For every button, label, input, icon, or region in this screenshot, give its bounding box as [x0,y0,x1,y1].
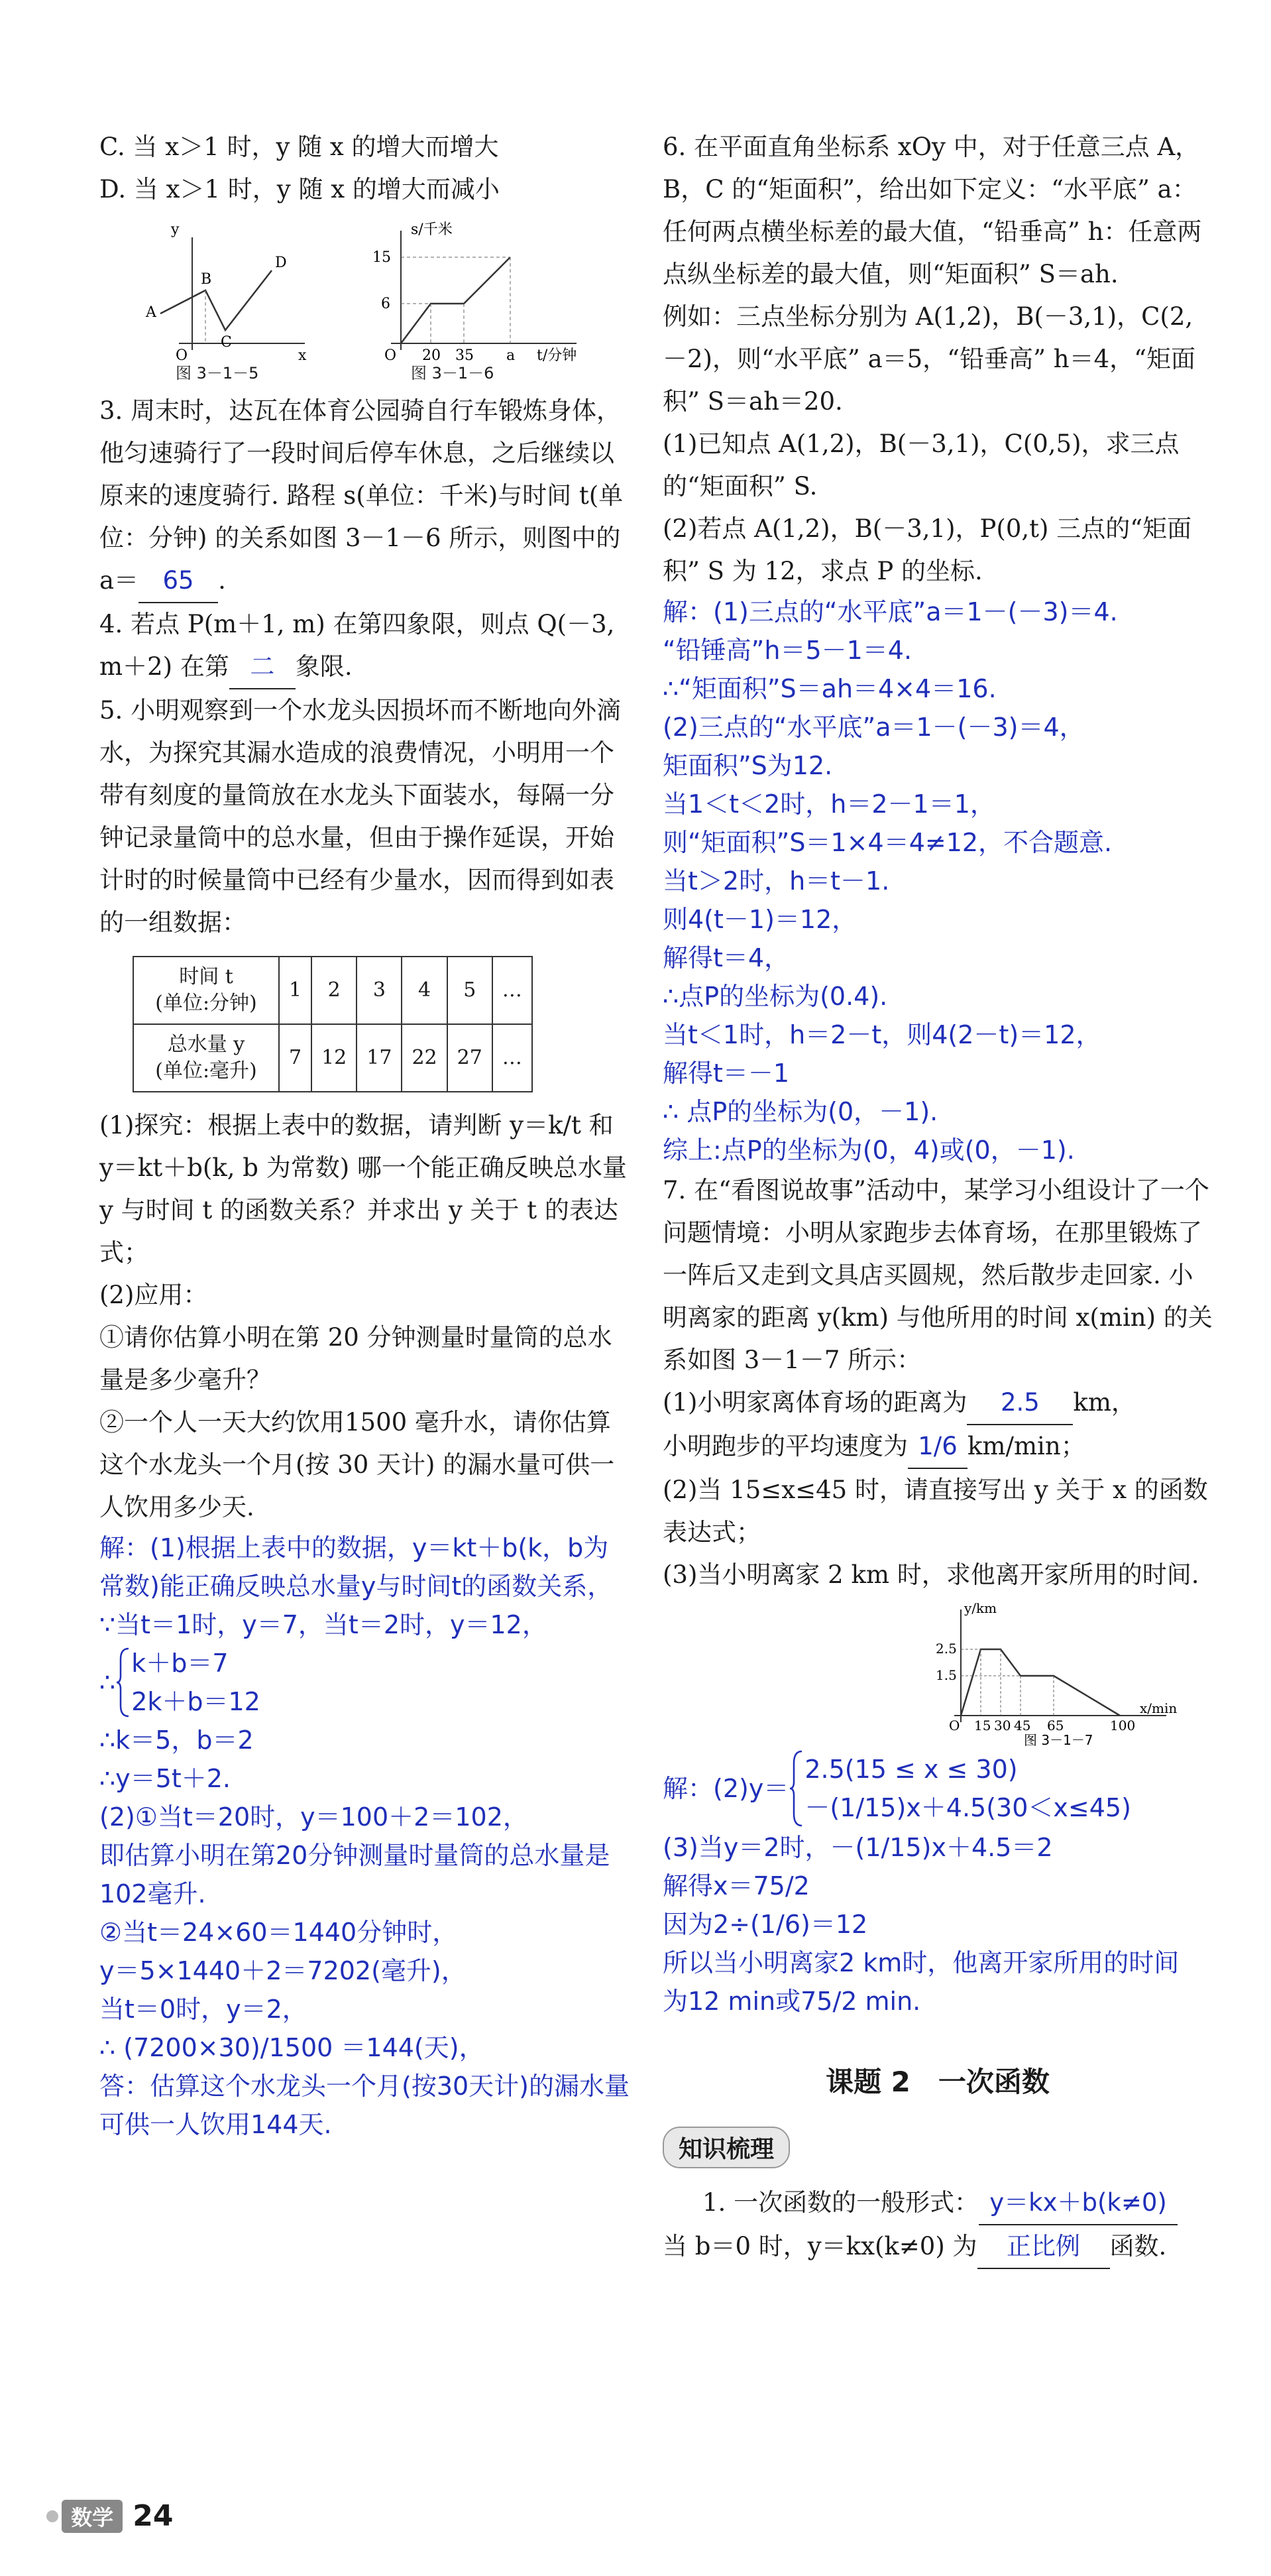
knowledge-badge-row [663,2127,1213,2168]
svg-text:y/km: y/km [964,1600,997,1616]
question-5-part-1: (1)探究：根据上表中的数据，请判断 y＝k/t 和 y＝kt＋b(k, b 为常数) 哪一个能正确反映总水量 y 与时间 t 的函数关系？并求出 y 关于 t 的表达式； [99,1111,627,1267]
table-cell: … [492,1024,532,1092]
section-title: 课题 2 一次函数 [826,2066,1050,2098]
table-cell: 22 [402,1024,447,1092]
solution-line: 则4(t－1)＝12， [663,905,857,934]
solution-line: 答：估算这个水龙头一个月(按30天计)的漏水量可供一人饮用144天. [99,2072,630,2139]
left-column [99,126,630,2144]
table-cell: 12 [311,1024,357,1092]
figure-3-1-5 [145,221,307,364]
svg-text:B: B [201,271,212,288]
solution-line: 解：(2)y＝ [663,1774,789,1803]
svg-text:图 3－1－7: 图 3－1－7 [1024,1732,1093,1748]
svg-text:y: y [171,221,180,238]
solution-line: 因为2÷(1/6)＝12 [663,1910,868,1939]
svg-text:x/min: x/min [1140,1700,1178,1716]
figure-3-1-7 [663,1596,1213,1749]
solution-7 [663,1828,1213,2020]
solution-line: ∴k＝5，b＝2 [99,1726,254,1755]
table-cell: 7 [279,1024,311,1092]
option-d: D. 当 x＞1 时，y 随 x 的增大而减小 [99,175,500,204]
solution-line: ∴ 点P的坐标为(0，－1). [663,1097,938,1126]
solution-line: 解得t＝4， [663,943,790,972]
solution-line: 2k＋b＝12 [131,1687,260,1716]
q7-answer-distance: 2.5 [967,1381,1073,1425]
solution-line: 当t＜1时，h＝2－t，则4(2－t)＝12， [663,1020,1101,1049]
solution-line: 解：(1)三点的“水平底”a＝1－(－3)＝4. [663,597,1118,626]
option-c: C. 当 x＞1 时，y 随 x 的增大而增大 [99,133,499,161]
knowledge-item-1: 1. 一次函数的一般形式： y＝kx＋b(k≠0) [663,2182,1213,2225]
q4-answer: 二 [229,646,296,689]
solution-line: ∴“矩面积”S＝ah＝4×4＝16. [663,674,997,703]
table-row [133,957,532,1024]
solution-line: (2)三点的“水平底”a＝1－(－3)＝4， [663,713,1085,742]
table-cell: 1 [279,957,311,1024]
table-header-cell: 总水量 y (单位:毫升) [133,1024,279,1092]
figures-row [99,217,630,382]
figure-3-1-6 [372,221,577,364]
question-6-part-2: (2)若点 A(1,2)，B(－3,1)，P(0,t) 三点的“矩面积” S 为 12，求点 P 的坐标. [663,514,1192,585]
q7-answer-speed: 1/6 [908,1425,967,1469]
svg-text:15: 15 [372,249,391,266]
svg-text:35: 35 [455,347,474,364]
question-3: 3. 周末时，达瓦在体育公园骑自行车锻炼身体，他匀速骑行了一段时间后停车休息，之后继续以原来的速度骑行. 路程 s(单位：千米)与时间 t(单位：分钟) 的关系如图 3－1－6 所示，则图中的 a＝ 65 . [99,390,630,603]
svg-text:2.5: 2.5 [936,1641,957,1657]
question-5-part-2b: ②一个人一天大约饮用1500 毫升水，请你估算这个水龙头一个月(按 30 天计) 的漏水量可供一人饮用多少天. [99,1408,615,1521]
question-7-part-2: (2)当 15≤x≤45 时，请直接写出 y 关于 x 的函数表达式； [663,1476,1208,1547]
solution-line: 即估算小明在第20分钟测量时量筒的总水量是102毫升. [99,1841,610,1908]
knowledge-item-2: 当 b＝0 时，y＝kx(k≠0) 为 正比例 函数. [663,2225,1213,2269]
solution-line: “铅锤高”h＝5－1＝4. [663,636,912,665]
solution-line: 当t＞2时，h＝t－1. [663,866,890,896]
fig6-caption: 图 3－1－6 [411,364,494,382]
question-5-part-2a: ①请你估算小明在第 20 分钟测量时量筒的总水量是多少毫升？ [99,1323,612,1394]
k2-answer: 正比例 [977,2225,1110,2269]
solution-line: 所以当小明离家2 km时，他离开家所用的时间 [663,1948,1180,1977]
solution-line: ②当t＝24×60＝1440分钟时， [99,1918,458,1947]
solution-line: ∴ (7200×30)/1500 ＝144(天)， [99,2033,484,2062]
subject-tag: 数学 [62,2500,123,2533]
table-cell: … [492,957,532,1024]
brace-icon [789,1749,804,1828]
solution-7-piecewise [663,1749,1213,1828]
solution-line: 当t＝0时，y＝2， [99,1995,307,2024]
svg-text:100: 100 [1110,1718,1136,1733]
solution-line: －(1/15)x＋4.5(30＜x≤45) [804,1793,1131,1822]
solution-line: k＋b＝7 [131,1649,229,1678]
svg-text:15: 15 [974,1718,991,1733]
table-cell: 2 [311,957,357,1024]
svg-text:O: O [384,347,397,364]
water-data-table [133,956,533,1092]
svg-text:A: A [146,304,156,321]
question-6-part-1: (1)已知点 A(1,2)，B(－3,1)，C(0,5)，求三点的“矩面积” S. [663,430,1180,500]
solution-line: (2)①当t＝20时，y＝100＋2＝102， [99,1802,528,1832]
solution-line: 2.5(15 ≤ x ≤ 30) [804,1755,1018,1784]
table-cell: 27 [447,1024,492,1092]
figure-graphs [99,217,630,370]
solution-line: 矩面积”S为12. [663,751,833,780]
equation-system: ∴ k＋b＝7 2k＋b＝12 [99,1644,630,1721]
question-5: 5. 小明观察到一个水龙头因损坏而不断地向外滴水，为探究其漏水造成的浪费情况，小明用一个带有刻度的量筒放在水龙头下面装水，每隔一分钟记录量筒中的总水量，但由于操作延误，开始计时的时候量筒中已经有少量水，因而得到如表的一组数据： [99,696,622,937]
svg-text:1.5: 1.5 [936,1667,957,1683]
brace-icon [115,1646,131,1719]
table-cell: 5 [447,957,492,1024]
solution-line: ∴y＝5t＋2. [99,1764,231,1793]
svg-text:20: 20 [422,347,441,364]
solution-line: 解：(1)根据上表中的数据，y＝kt＋b(k，b为常数)能正确反映总水量y与时间t的函数关系， [99,1533,613,1601]
page-number: 24 [133,2499,174,2533]
question-7-part-1: (1)小明家离体育场的距离为 2.5 km， 小明跑步的平均速度为 1/6 km/min； [663,1381,1213,1469]
question-6: 6. 在平面直角坐标系 xOy 中，对于任意三点 A，B，C 的“矩面积”，给出如下定义：“水平底” a：任何两点横坐标差的最大值，“铅垂高” h：任意两点纵坐标差的最大值，则“矩面积” S＝ah. [663,133,1202,288]
solution-line: 解得t＝－1 [663,1059,790,1088]
svg-text:O: O [949,1718,960,1733]
question-7: 7. 在“看图说故事”活动中，某学习小组设计了一个问题情境：小明从家跑步去体育场，在那里锻炼了一阵后又走到文具店买圆规，然后散步走回家. 小明离家的距离 y(km) 与他所用的时间 x(min) 的关系如图 3－1－7 所示： [663,1176,1213,1374]
knowledge-badge: 知识梳理 [663,2127,790,2168]
solution-line: 当1＜t＜2时，h＝2－1＝1， [663,790,995,819]
solution-line: 解得x＝75/2 [663,1871,810,1901]
svg-text:x: x [298,347,307,364]
question-6-example: 例如：三点坐标分别为 A(1,2)，B(－3,1)，C(2,－2)，则“水平底” a＝5，“铅垂高” h＝4，“矩面积” S＝ah＝20. [663,302,1196,416]
question-5-part-2: (2)应用： [99,1281,208,1309]
svg-text:D: D [275,255,287,271]
solution-line: 为12 min或75/2 min. [663,1987,921,2016]
svg-text:30: 30 [994,1718,1011,1733]
page-footer [46,2499,173,2533]
solution-line: 则“矩面积”S＝1×4＝4≠12，不合题意. [663,828,1113,857]
solution-line: (3)当y＝2时，－(1/15)x＋4.5＝2 [663,1833,1053,1862]
svg-text:O: O [176,347,188,364]
svg-text:t/分钟: t/分钟 [537,347,577,364]
svg-text:45: 45 [1014,1718,1031,1733]
table-cell: 3 [357,957,402,1024]
svg-text:65: 65 [1047,1718,1064,1733]
svg-text:6: 6 [381,296,390,312]
k1-answer: y＝kx＋b(k≠0) [979,2182,1178,2225]
solution-line: y＝5×1440＋2＝7202(毫升)， [99,1956,467,1985]
question-4: 4. 若点 P(m＋1, m) 在第四象限，则点 Q(－3, m＋2) 在第 二 象限. [99,603,630,689]
table-row [133,1024,532,1092]
solution-5 [99,1529,630,2144]
fig5-caption: 图 3－1－5 [176,364,259,382]
svg-text:s/千米: s/千米 [411,221,453,238]
table-cell: 4 [402,957,447,1024]
solution-6 [663,593,1213,1169]
question-7-part-3: (3)当小明离家 2 km 时，求他离开家所用的时间. [663,1560,1199,1589]
svg-text:a: a [506,347,516,364]
solution-line: 综上:点P的坐标为(0，4)或(0，－1). [663,1136,1075,1165]
figure-3-1-7-graph [663,1596,1213,1749]
svg-text:C: C [221,334,232,351]
right-column [663,126,1213,2269]
footer-dot-icon [46,2510,58,2522]
table-header-cell: 时间 t (单位:分钟) [133,957,279,1024]
q3-answer: 65 [138,559,218,603]
solution-line: ∵当t＝1时，y＝7，当t＝2时，y＝12， [99,1610,547,1639]
table-cell: 17 [357,1024,402,1092]
solution-line: ∴点P的坐标为(0.4). [663,982,888,1011]
